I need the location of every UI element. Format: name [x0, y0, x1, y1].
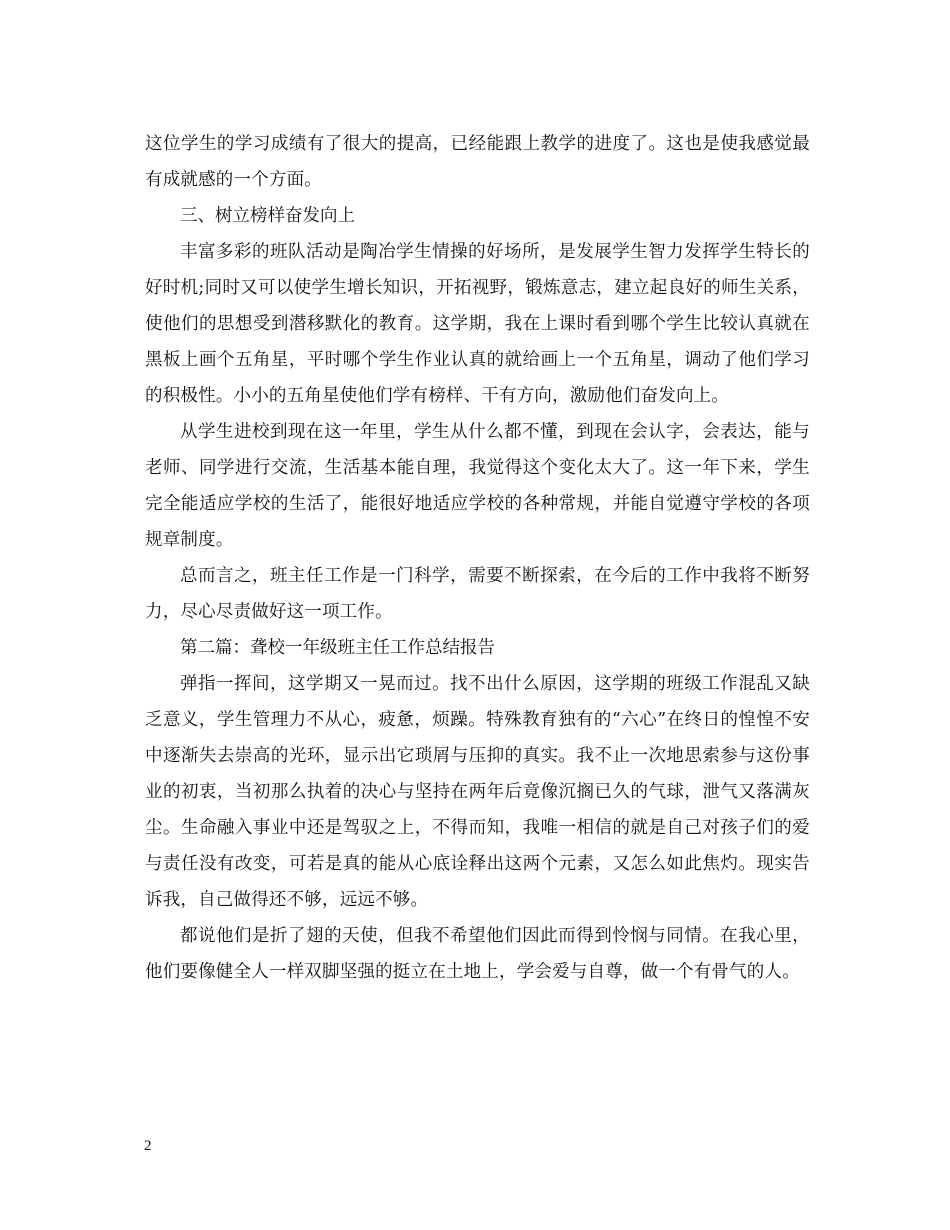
paragraph-class-activities: 丰富多彩的班队活动是陶冶学生情操的好场所，是发展学生智力发挥学生特长的好时机;同时又可以使学生增长知识，开拓视野，锻炼意志，建立起良好的师生关系，使他们的思想受到潜移默化的教育。这学期，我在上课时看到哪个学生比较认真就在黑板上画个五角星，平时哪个学生作业认真的就给画上一个五角星，调动了他们学习的积极性。小小的五角星使他们学有榜样、干有方向，激励他们奋发向上。: [145, 242, 810, 406]
section-heading-role-model: 三、树立榜样奋发向上: [180, 206, 355, 226]
paragraph-continuation: 这位学生的学习成绩有了很大的提高，已经能跟上教学的进度了。这也是使我感觉最有成就感的一个方面。: [145, 134, 810, 190]
paragraph-angels: 都说他们是折了翅的天使，但我不希望他们因此而得到怜悯与同情。在我心里，他们要像健全人一样双脚坚强的挺立在土地上，学会爱与自尊，做一个有骨气的人。: [145, 926, 810, 982]
page-number: 2: [144, 1138, 152, 1154]
paragraph-student-progress: 从学生进校到现在这一年里，学生从什么都不懂，到现在会认字，会表达，能与老师、同学进行交流，生活基本能自理，我觉得这个变化太大了。这一年下来，学生完全能适应学校的生活了，能很好地适应学校的各种常规，并能自觉遵守学校的各项规章制度。: [145, 422, 810, 550]
paragraph-semester-reflection: 弹指一挥间，这学期又一晃而过。找不出什么原因，这学期的班级工作混乱又缺乏意义，学生管理力不从心，疲惫，烦躁。特殊教育独有的“六心”在终日的惶惶不安中逐渐失去崇高的光环，显示出它琐屑与压抑的真实。我不止一次地思索参与这份事业的初衷，当初那么执着的决心与坚持在两年后竟像沉搁已久的气球，泄气又落满灰尘。生命融入事业中还是驾驭之上，不得而知，我唯一相信的就是自己对孩子们的爱与责任没有改变，可若是真的能从心底诠释出这两个元素，又怎么如此焦灼。现实告诉我，自己做得还不够，远远不够。: [145, 674, 810, 910]
paragraph-conclusion: 总而言之，班主任工作是一门科学，需要不断探索，在今后的工作中我将不断努力，尽心尽责做好这一项工作。: [145, 566, 810, 622]
section-heading-second-article: 第二篇：聋校一年级班主任工作总结报告: [180, 638, 495, 658]
document-body: [145, 126, 810, 990]
